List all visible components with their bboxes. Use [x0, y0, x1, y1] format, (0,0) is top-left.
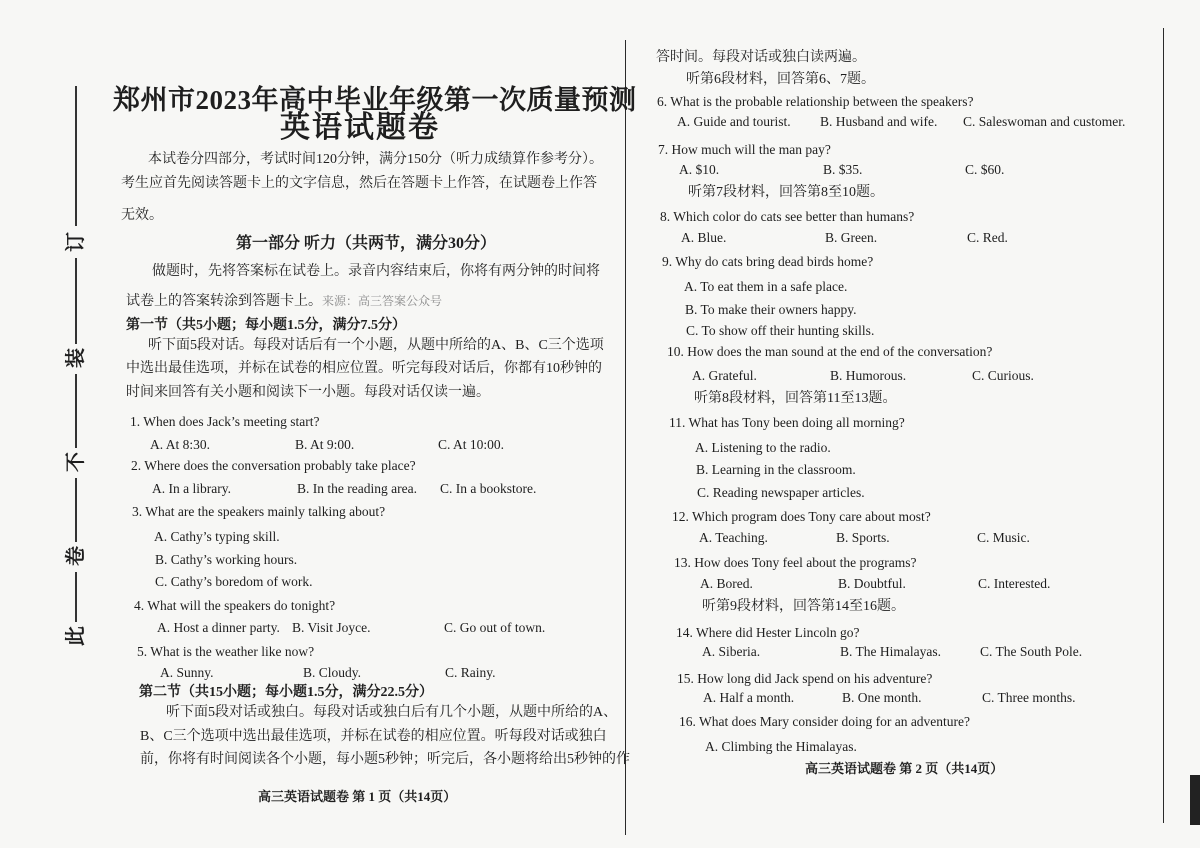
option-b: B. Humorous.	[830, 368, 907, 383]
option-b: B. Learning in the classroom.	[696, 462, 856, 477]
option-a: A. At 8:30.	[150, 437, 211, 452]
option-a: A. Blue.	[681, 230, 727, 245]
section2-instruction: 听下面5段对话或独白。每段对话或独白后有几个小题，从题中所给的A、	[166, 705, 618, 720]
option-a: A. Siberia.	[702, 644, 761, 659]
section1-instruction: 时间来回答有关小题和阅读下一小题。每段对话仅读一遍。	[126, 385, 490, 400]
option-c: C. Interested.	[978, 576, 1051, 591]
option-b: B. At 9:00.	[295, 437, 355, 452]
question-stem: 2. Where does the conversation probably take place?	[131, 458, 416, 473]
option-b: B. Green.	[825, 230, 878, 245]
question-stem: 5. What is the weather like now?	[137, 644, 315, 659]
option-a: A. Half a month.	[703, 690, 795, 705]
option-c: C. The South Pole.	[980, 644, 1083, 659]
option-c: C. In a bookstore.	[440, 481, 537, 496]
question-stem: 10. How does the man sound at the end of the conversation?	[667, 344, 993, 359]
option-b: B. $35.	[823, 162, 863, 177]
question-stem: 3. What are the speakers mainly talking about?	[132, 504, 386, 519]
question-stem: 12. Which program does Tony care about most?	[672, 509, 931, 524]
binding-line	[75, 374, 77, 448]
intro-line: 本试卷分四部分，考试时间120分钟，满分150分（听力成绩算作参考分）。	[148, 152, 603, 167]
question-stem: 14. Where did Hester Lincoln go?	[676, 625, 860, 640]
part1-instruction: 试卷上的答案转涂到答题卡上。	[126, 294, 322, 309]
option-a: A. In a library.	[152, 481, 231, 496]
option-a: A. Grateful.	[692, 368, 757, 383]
section1-heading: 第一节（共5小题；每小题1.5分，满分7.5分）	[126, 318, 406, 333]
option-a: A. $10.	[679, 162, 720, 177]
question-stem: 1. When does Jack’s meeting start?	[130, 414, 320, 429]
question-stem: 15. How long did Jack spend on his adventure?	[677, 671, 933, 686]
binding-line	[75, 572, 77, 622]
option-b: B. Cathy’s working hours.	[155, 552, 298, 567]
option-a: A. To eat them in a safe place.	[684, 279, 848, 294]
option-b: B. One month.	[842, 690, 922, 705]
option-a: A. Listening to the radio.	[695, 440, 831, 455]
option-b: B. In the reading area.	[297, 481, 417, 496]
option-b: B. Sports.	[836, 530, 890, 545]
scan-edge-shadow	[1190, 775, 1200, 825]
section1-instruction: 听下面5段对话。每段对话后有一个小题，从题中所给的A、B、C三个选项	[148, 338, 604, 353]
question-stem: 11. What has Tony been doing all morning?	[669, 415, 905, 430]
binding-line	[75, 86, 77, 226]
question-stem: 8. Which color do cats see better than humans?	[660, 209, 915, 224]
exam-title: 郑州市2023年高中毕业年级第一次质量预测	[113, 85, 637, 115]
option-c: C. Cathy’s boredom of work.	[155, 574, 313, 589]
binding-line	[75, 258, 77, 344]
binding-char: 卷	[65, 546, 87, 566]
option-c: C. Three months.	[982, 690, 1076, 705]
material-header: 听第8段材料，回答第11至13题。	[694, 391, 897, 406]
part1-heading: 第一部分 听力（共两节，满分30分）	[236, 235, 497, 252]
question-stem: 13. How does Tony feel about the programs?	[674, 555, 917, 570]
exam-subtitle: 英语试题卷	[280, 111, 440, 144]
option-b: B. Cloudy.	[303, 665, 362, 680]
page-footer: 高三英语试题卷 第 2 页（共14页）	[805, 761, 1004, 776]
binding-char: 装	[65, 348, 87, 368]
option-a: A. Teaching.	[699, 530, 768, 545]
material-header: 听第7段材料，回答第8至10题。	[688, 185, 884, 200]
option-c: C. At 10:00.	[438, 437, 505, 452]
option-c: C. Curious.	[972, 368, 1034, 383]
section2-instruction: B、C三个选项中选出最佳选项，并标在试卷的相应位置。听每段对话或独白	[140, 729, 607, 744]
option-a: A. Climbing the Himalayas.	[705, 739, 857, 754]
binding-char: 此	[65, 626, 87, 646]
part1-instruction-line	[126, 292, 442, 311]
option-c: C. Red.	[967, 230, 1008, 245]
option-c: C. To show off their hunting skills.	[686, 323, 875, 338]
column-divider	[625, 40, 626, 835]
option-a: A. Sunny.	[160, 665, 214, 680]
page-footer: 高三英语试题卷 第 1 页（共14页）	[258, 789, 457, 804]
binding-line	[75, 478, 77, 542]
option-c: C. $60.	[965, 162, 1005, 177]
material-header: 听第9段材料，回答第14至16题。	[702, 599, 905, 614]
question-stem: 4. What will the speakers do tonight?	[134, 598, 336, 613]
part1-instruction: 做题时，先将答案标在试卷上。录音内容结束后，你将有两分钟的时间将	[152, 264, 600, 279]
question-stem: 7. How much will the man pay?	[658, 142, 831, 157]
section2-instruction: 前，你将有时间阅读各个小题，每小题5秒钟；听完后，各小题将给出5秒钟的作	[140, 752, 630, 767]
option-c: C. Go out of town.	[444, 620, 546, 635]
option-a: A. Guide and tourist.	[677, 114, 791, 129]
question-stem: 9. Why do cats bring dead birds home?	[662, 254, 874, 269]
option-b: B. Doubtful.	[838, 576, 906, 591]
question-stem: 6. What is the probable relationship between the speakers?	[657, 94, 974, 109]
option-b: B. To make their owners happy.	[685, 302, 857, 317]
binding-char: 不	[65, 452, 87, 472]
page-edge-line	[1163, 28, 1164, 823]
option-a: A. Cathy’s typing skill.	[154, 529, 280, 544]
option-c: C. Reading newspaper articles.	[697, 485, 865, 500]
option-c: C. Music.	[977, 530, 1030, 545]
option-b: B. Visit Joyce.	[292, 620, 371, 635]
section2-heading: 第二节（共15小题；每小题1.5分，满分22.5分）	[139, 685, 433, 700]
continued-instruction: 答时间。每段对话或独白读两遍。	[656, 50, 866, 65]
intro-line: 考生应首先阅读答题卡上的文字信息，然后在答题卡上作答，在试题卷上作答	[121, 176, 597, 191]
option-b: B. The Himalayas.	[840, 644, 941, 659]
intro-line: 无效。	[121, 208, 163, 223]
material-header: 听第6段材料，回答第6、7题。	[686, 72, 875, 87]
question-stem: 16. What does Mary consider doing for an adventure?	[679, 714, 971, 729]
source-note: 来源：高三答案公众号	[322, 294, 443, 308]
binding-char: 订	[65, 232, 87, 252]
section1-instruction: 中选出最佳选项，并标在试卷的相应位置。听完每段对话后，你都有10秒钟的	[126, 361, 602, 376]
option-b: B. Husband and wife.	[820, 114, 938, 129]
option-a: A. Host a dinner party.	[157, 620, 280, 635]
option-c: C. Saleswoman and customer.	[963, 114, 1126, 129]
option-a: A. Bored.	[700, 576, 753, 591]
option-c: C. Rainy.	[445, 665, 496, 680]
